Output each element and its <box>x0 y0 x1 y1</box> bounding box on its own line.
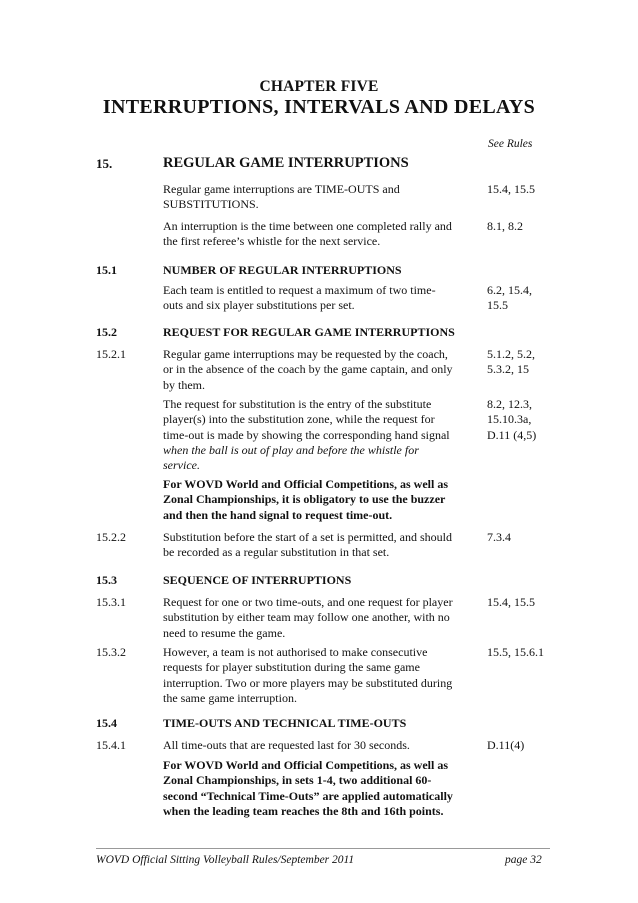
footer-document-title: WOVD Official Sitting Volleyball Rules/September 2011 <box>96 854 355 866</box>
subsection-number: 15.3.2 <box>96 645 126 659</box>
rule-reference <box>487 283 557 314</box>
section-title: REGULAR GAME INTERRUPTIONS <box>163 155 409 171</box>
paragraph <box>163 283 481 314</box>
ref-line: 8.2, 12.3, <box>487 397 532 411</box>
text-line: the first referee’s whistle for the next service. <box>163 234 381 249</box>
section-number: 15.2 <box>96 325 117 339</box>
section-title: REQUEST FOR REGULAR GAME INTERRUPTIONS <box>163 325 455 339</box>
text-line: the same game interruption. <box>163 690 297 705</box>
rule-reference: 15.4, 15.5 <box>487 182 535 196</box>
text-line: SUBSTITUTIONS. <box>163 197 259 212</box>
text-line: An interruption is the time between one completed rally and <box>163 219 452 233</box>
paragraph <box>163 182 481 213</box>
ref-line: 6.2, 15.4, <box>487 283 532 297</box>
rule-reference: 15.4, 15.5 <box>487 595 535 609</box>
text-line: All time-outs that are requested last for 30 seconds. <box>163 738 410 752</box>
text-line: service. <box>163 458 200 473</box>
paragraph <box>163 595 481 641</box>
text-line: when the ball is out of play and before the whistle for <box>163 442 419 457</box>
rule-reference: 7.3.4 <box>487 530 511 544</box>
section-title: TIME-OUTS AND TECHNICAL TIME-OUTS <box>163 716 407 730</box>
ref-line: 15.5 <box>487 298 508 313</box>
footer-divider <box>96 848 550 849</box>
rule-reference: 8.1, 8.2 <box>487 219 523 233</box>
text-line: For WOVD World and Official Competitions, as well as <box>163 477 449 491</box>
text-line: outs and six player substitutions per set. <box>163 298 355 313</box>
ref-line: D.11 (4,5) <box>487 427 537 442</box>
text-line: interruption. Two or more players may be substituted during <box>163 675 453 690</box>
paragraph <box>163 477 481 523</box>
text-line: For WOVD World and Official Competitions, as well as <box>163 758 449 772</box>
section-number: 15.4 <box>96 716 117 730</box>
paragraph <box>163 738 481 753</box>
section-title: NUMBER OF REGULAR INTERRUPTIONS <box>163 263 402 277</box>
text-line: substitution by either team may follow one another, with no <box>163 610 450 625</box>
text-line: player(s) into the substitution zone, while the request for <box>163 412 435 427</box>
paragraph <box>163 530 481 561</box>
see-rules-label: See Rules <box>488 138 533 150</box>
rule-reference <box>487 397 557 443</box>
section-number: 15.3 <box>96 573 117 587</box>
subsection-number: 15.4.1 <box>96 738 126 752</box>
text-line: Zonal Championships, in sets 1-4, two additional 60- <box>163 773 432 788</box>
text-line: requests for player substitution during the same game <box>163 660 420 675</box>
text-line: when the leading team reaches the 8th and 16th points. <box>163 803 444 818</box>
text-line: be recorded as a regular substitution in that set. <box>163 545 390 560</box>
text-line: by them. <box>163 377 205 392</box>
text-line: Regular game interruptions may be requested by the coach, <box>163 347 448 361</box>
ref-line: 15.10.3a, <box>487 412 532 427</box>
text-line: time-out is made by showing the corresponding hand signal <box>163 427 450 442</box>
section-number: 15.1 <box>96 263 117 277</box>
text-line: or in the absence of the coach by the game captain, and only <box>163 362 453 377</box>
paragraph <box>163 758 481 819</box>
section-number: 15. <box>96 156 113 171</box>
text-line: Request for one or two time-outs, and one request for player <box>163 595 453 609</box>
chapter-label: CHAPTER FIVE <box>259 78 379 95</box>
paragraph <box>163 219 481 250</box>
subsection-number: 15.2.2 <box>96 530 126 544</box>
paragraph <box>163 397 481 473</box>
ref-line: 5.3.2, 15 <box>487 362 529 377</box>
chapter-title: INTERRUPTIONS, INTERVALS AND DELAYS <box>102 96 536 118</box>
text-line: Regular game interruptions are TIME-OUTS and <box>163 182 400 196</box>
section-title: SEQUENCE OF INTERRUPTIONS <box>163 573 352 587</box>
page-number: page 32 <box>505 854 542 866</box>
text-line: and then the hand signal to request time-out. <box>163 507 393 522</box>
ref-line: 5.1.2, 5.2, <box>487 347 535 361</box>
subsection-number: 15.2.1 <box>96 347 126 361</box>
rule-reference <box>487 347 557 378</box>
paragraph <box>163 347 481 393</box>
text-line: The request for substitution is the entry of the substitute <box>163 397 432 411</box>
text-line: Substitution before the start of a set is permitted, and should <box>163 530 452 544</box>
paragraph <box>163 645 481 706</box>
subsection-number: 15.3.1 <box>96 595 126 609</box>
text-line: second “Technical Time-Outs” are applied automatically <box>163 788 453 803</box>
rule-reference: 15.5, 15.6.1 <box>487 645 544 659</box>
text-line: Zonal Championships, it is obligatory to use the buzzer <box>163 492 446 507</box>
rule-reference: D.11(4) <box>487 738 525 752</box>
text-line: need to resume the game. <box>163 625 286 640</box>
text-line: However, a team is not authorised to make consecutive <box>163 645 428 659</box>
text-line: Each team is entitled to request a maximum of two time- <box>163 283 436 297</box>
